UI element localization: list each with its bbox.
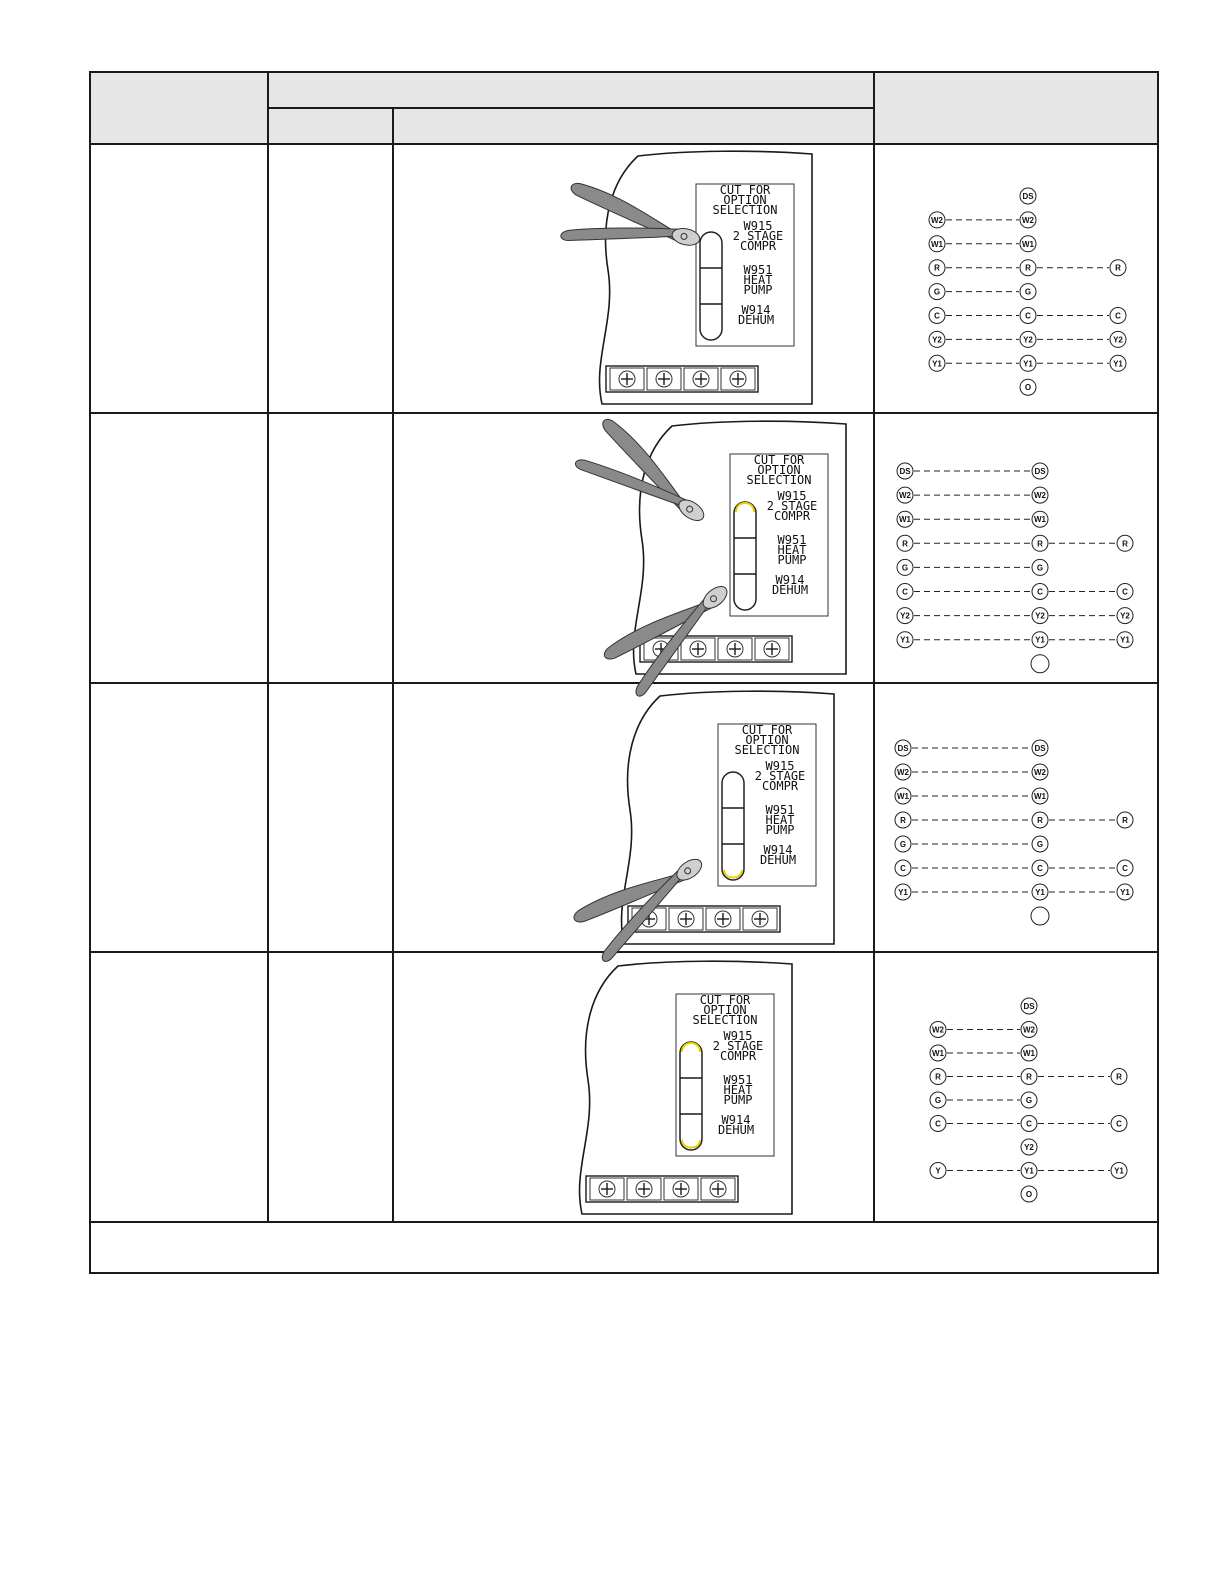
- terminal-node-label: Y1: [1023, 359, 1033, 369]
- terminal-node-label: Y2: [932, 335, 942, 345]
- terminal-node-icon: [1021, 998, 1037, 1014]
- terminal-node-icon: [930, 1163, 946, 1179]
- terminal-node-icon: [930, 1045, 946, 1061]
- terminal-node-icon: [929, 308, 945, 324]
- terminal-node-label: G: [934, 1096, 942, 1105]
- terminal-node-icon: [930, 1069, 946, 1085]
- terminal-node-icon: [895, 788, 911, 804]
- terminal-node-icon: [1032, 511, 1048, 527]
- terminal-node-label: R: [935, 1072, 941, 1082]
- terminal-node-label: W1: [931, 239, 943, 249]
- terminal-node-icon: [1117, 608, 1133, 624]
- terminal-node-icon: [897, 584, 913, 600]
- terminal-node-icon: [1117, 884, 1133, 900]
- terminal-node-icon: [897, 463, 913, 479]
- board-label-line: W915: [777, 489, 807, 503]
- terminal-node-label: R: [1026, 1072, 1032, 1082]
- terminal-node-icon: [895, 884, 911, 900]
- terminal-node-icon: [1117, 584, 1133, 600]
- terminal-node-icon: [895, 836, 911, 852]
- board-label-line: SELECTION: [692, 1013, 758, 1027]
- terminal-node-icon: [1032, 487, 1048, 503]
- terminal-node-label: R: [1122, 816, 1128, 825]
- terminal-node-label: Y1: [1024, 1166, 1034, 1176]
- jumper-strip: [734, 502, 756, 610]
- terminal-node-label: C: [1037, 864, 1043, 873]
- terminal-node-icon: [1032, 812, 1048, 828]
- terminal-node-icon: [897, 632, 913, 648]
- board-label-line: DEHUM: [759, 853, 797, 867]
- terminal-node-label: C: [1025, 311, 1031, 321]
- terminal-node-label: C: [934, 311, 940, 321]
- terminal-node-label: G: [933, 287, 941, 297]
- board-label-line: OPTION: [745, 733, 789, 747]
- terminal-node-icon: [1021, 1092, 1037, 1108]
- board-label-line: 2 STAGE: [766, 499, 818, 513]
- jumper-strip: [722, 772, 744, 880]
- board-label-line: COMPR: [761, 779, 799, 793]
- terminal-node-label: C: [1116, 1119, 1122, 1129]
- board-label-line: W951: [777, 533, 807, 547]
- board-label-line: W915: [765, 759, 795, 773]
- board-label-line: COMPR: [739, 239, 777, 253]
- control-board-3: [572, 691, 834, 963]
- terminal-node-icon: [1021, 1022, 1037, 1038]
- terminal-node-label: R: [1122, 539, 1128, 549]
- board-label-line: COMPR: [773, 509, 811, 523]
- terminal-node-icon: [1032, 860, 1048, 876]
- board-label-line: CUT FOR: [699, 993, 751, 1007]
- terminal-node-label: W1: [1034, 515, 1046, 525]
- jumper-strip: [700, 232, 722, 340]
- terminal-node-label: Y2: [900, 611, 910, 621]
- terminal-node-label: G: [1036, 840, 1044, 849]
- terminal-node-label: C: [902, 587, 908, 597]
- terminal-node-icon: [897, 487, 913, 503]
- terminal-node-label: DS: [899, 467, 911, 476]
- terminal-node-label: O: [1025, 1190, 1033, 1199]
- terminal-node-label: W2: [1023, 1025, 1035, 1035]
- board-label-line: PUMP: [743, 283, 773, 297]
- terminal-node-icon: [930, 1116, 946, 1132]
- terminal-node-icon: [1020, 188, 1036, 204]
- board-label-line: 2 STAGE: [754, 769, 806, 783]
- board-label-line: W951: [765, 803, 795, 817]
- terminal-node-icon: [1021, 1186, 1037, 1202]
- terminal-node-icon: [895, 860, 911, 876]
- terminal-node-icon: [1111, 1069, 1127, 1085]
- terminal-node-icon: [1020, 284, 1036, 300]
- board-label-line: W951: [743, 263, 773, 277]
- terminal-node-label: Y1: [1114, 1166, 1124, 1176]
- terminal-node-icon: [930, 1022, 946, 1038]
- terminal-node-icon: [1032, 535, 1048, 551]
- terminal-node-label: W1: [897, 792, 909, 801]
- board-label-line: DEHUM: [717, 1123, 755, 1137]
- terminal-node-label: C: [935, 1119, 941, 1129]
- terminal-node-label: G: [1025, 1096, 1033, 1105]
- terminal-node-icon: [897, 511, 913, 527]
- board-label-line: DEHUM: [737, 313, 775, 327]
- terminal-node-label: C: [1115, 311, 1121, 321]
- jumper-strip: [680, 1042, 702, 1150]
- terminal-node-icon: [929, 260, 945, 276]
- terminal-node-icon: [1110, 260, 1126, 276]
- terminal-node-label: DS: [1034, 467, 1046, 476]
- terminal-node-icon: [1021, 1045, 1037, 1061]
- terminal-node-label: R: [1025, 263, 1031, 273]
- terminal-node-label: R: [902, 539, 908, 549]
- terminal-node-icon: [895, 740, 911, 756]
- terminal-node-label: W2: [1022, 215, 1034, 225]
- terminal-node-label: Y2: [1024, 1143, 1034, 1152]
- terminal-node-icon: [1032, 608, 1048, 624]
- terminal-node-label: R: [1116, 1072, 1122, 1082]
- board-label-line: SELECTION: [746, 473, 812, 487]
- terminal-node-icon: [1111, 1116, 1127, 1132]
- terminal-node-label: C: [1122, 587, 1128, 597]
- board-label-line: CUT FOR: [753, 453, 805, 467]
- terminal-node-label: DS: [1022, 192, 1034, 201]
- terminal-node-icon: [1110, 355, 1126, 371]
- terminal-node-icon: [1020, 260, 1036, 276]
- terminal-node-label: Y1: [900, 635, 910, 645]
- terminal-node-label: G: [1024, 287, 1032, 297]
- terminal-node-icon: [929, 212, 945, 228]
- terminal-node-label: Y1: [1035, 635, 1045, 645]
- terminal-node-icon: [1020, 379, 1036, 395]
- header-cell-right: [874, 72, 1158, 144]
- terminal-node-icon: [929, 355, 945, 371]
- terminal-node-icon: [1020, 355, 1036, 371]
- terminal-node-label: Y1: [932, 359, 942, 369]
- terminal-node-icon: [1032, 463, 1048, 479]
- wiring-diagram-1: [929, 188, 1126, 395]
- terminal-node-label: Y2: [1120, 611, 1130, 621]
- board-label-line: W915: [723, 1029, 753, 1043]
- terminal-node-icon: [895, 812, 911, 828]
- terminal-node-icon: [1021, 1069, 1037, 1085]
- terminal-node-icon: [929, 331, 945, 347]
- terminal-node-icon: [930, 1092, 946, 1108]
- terminal-node-icon: [1032, 764, 1048, 780]
- control-board-1: [560, 151, 812, 404]
- terminal-node-label: DS: [1023, 1002, 1035, 1011]
- terminal-node-icon: [929, 236, 945, 252]
- terminal-node-icon: [1020, 212, 1036, 228]
- terminal-node-label: O: [1024, 383, 1032, 393]
- terminal-node-label: W1: [1023, 1049, 1035, 1058]
- terminal-node-icon: [1021, 1163, 1037, 1179]
- terminal-node-icon: [895, 764, 911, 780]
- terminal-node-icon: [1031, 907, 1049, 925]
- board-label-line: HEAT: [743, 273, 773, 287]
- board-label-line: W914: [763, 843, 793, 857]
- wiring-diagrams: [895, 188, 1133, 1202]
- board-label-line: PUMP: [765, 823, 795, 837]
- terminal-node-label: W1: [899, 515, 911, 525]
- terminal-node-label: Y1: [1120, 635, 1130, 645]
- terminal-node-label: R: [1115, 263, 1121, 273]
- control-board-2: [574, 417, 846, 698]
- terminal-node-label: W1: [1022, 239, 1034, 249]
- terminal-node-icon: [1020, 331, 1036, 347]
- board-label-line: DEHUM: [771, 583, 809, 597]
- board-label-line: HEAT: [765, 813, 795, 827]
- terminal-node-label: G: [1036, 563, 1044, 573]
- wiring-diagram-4: [930, 998, 1127, 1202]
- board-label-line: W914: [775, 573, 805, 587]
- terminal-node-icon: [1020, 308, 1036, 324]
- terminal-node-icon: [1032, 788, 1048, 804]
- wiring-diagram-2: [897, 463, 1133, 673]
- board-label-line: 2 STAGE: [732, 229, 784, 243]
- board-label-line: HEAT: [777, 543, 807, 557]
- terminal-node-label: Y1: [898, 888, 908, 897]
- terminal-node-icon: [1032, 632, 1048, 648]
- terminal-node-label: W1: [932, 1049, 944, 1058]
- terminal-node-label: Y2: [1113, 335, 1123, 345]
- board-label-line: SELECTION: [712, 203, 778, 217]
- terminal-node-label: R: [934, 263, 940, 273]
- terminal-node-icon: [897, 535, 913, 551]
- terminal-node-label: C: [1122, 864, 1128, 873]
- terminal-node-icon: [1117, 535, 1133, 551]
- terminal-node-label: W2: [932, 1025, 944, 1035]
- board-label-line: OPTION: [723, 193, 767, 207]
- terminal-node-label: R: [1037, 816, 1043, 825]
- board-label-line: W951: [723, 1073, 753, 1087]
- terminal-node-label: C: [1026, 1119, 1032, 1129]
- terminal-node-icon: [1031, 655, 1049, 673]
- board-label-line: CUT FOR: [741, 723, 793, 737]
- board-label-line: OPTION: [757, 463, 801, 477]
- terminal-node-icon: [1110, 331, 1126, 347]
- header-cell-sub-b: [393, 108, 874, 144]
- board-label-line: W914: [721, 1113, 751, 1127]
- board-label-line: SELECTION: [734, 743, 800, 757]
- header-cell-sub-a: [268, 108, 393, 144]
- board-label-line: HEAT: [723, 1083, 753, 1097]
- board-label-line: PUMP: [723, 1093, 753, 1107]
- board-label-line: CUT FOR: [719, 183, 771, 197]
- terminal-node-icon: [929, 284, 945, 300]
- terminal-node-icon: [1032, 836, 1048, 852]
- board-label-line: W914: [741, 303, 771, 317]
- terminal-node-icon: [897, 608, 913, 624]
- terminal-node-label: W2: [899, 491, 911, 501]
- table-note-row: [91, 1223, 1157, 1272]
- terminal-node-label: Y2: [1023, 335, 1033, 345]
- terminal-node-label: R: [900, 816, 906, 825]
- terminal-node-label: R: [1037, 539, 1043, 549]
- terminal-node-label: Y1: [1120, 888, 1130, 897]
- terminal-node-label: C: [1037, 587, 1043, 597]
- terminal-node-label: G: [901, 563, 909, 573]
- terminal-node-icon: [1021, 1139, 1037, 1155]
- terminal-node-icon: [1117, 860, 1133, 876]
- board-label-line: W915: [743, 219, 773, 233]
- control-board-4: [580, 961, 792, 1214]
- board-label-line: OPTION: [703, 1003, 747, 1017]
- header-cell-group: [268, 72, 874, 108]
- terminal-node-label: W2: [897, 768, 909, 777]
- terminal-node-label: W2: [1034, 768, 1046, 777]
- terminal-node-icon: [1032, 740, 1048, 756]
- terminal-node-icon: [1110, 308, 1126, 324]
- terminal-node-label: Y1: [1035, 888, 1045, 897]
- terminal-node-label: C: [900, 864, 906, 873]
- terminal-node-icon: [1111, 1163, 1127, 1179]
- terminal-node-label: Y1: [1113, 359, 1123, 369]
- terminal-node-icon: [1117, 812, 1133, 828]
- terminal-node-label: W1: [1034, 792, 1046, 801]
- terminal-node-label: Y: [935, 1166, 941, 1176]
- terminal-node-icon: [897, 559, 913, 575]
- terminal-node-label: G: [899, 840, 907, 849]
- terminal-node-icon: [1032, 884, 1048, 900]
- terminal-node-label: Y2: [1035, 611, 1045, 621]
- terminal-node-label: DS: [897, 744, 909, 753]
- wiring-diagram-3: [895, 740, 1133, 925]
- terminal-node-label: W2: [931, 215, 943, 225]
- terminal-node-icon: [1032, 584, 1048, 600]
- header-cell-left: [90, 72, 268, 144]
- terminal-node-icon: [1021, 1116, 1037, 1132]
- board-label-line: PUMP: [777, 553, 807, 567]
- terminal-node-icon: [1032, 559, 1048, 575]
- board-label-line: COMPR: [719, 1049, 757, 1063]
- terminal-node-icon: [1020, 236, 1036, 252]
- terminal-node-icon: [1117, 632, 1133, 648]
- board-label-line: 2 STAGE: [712, 1039, 764, 1053]
- terminal-node-label: DS: [1034, 744, 1046, 753]
- terminal-node-label: W2: [1034, 491, 1046, 501]
